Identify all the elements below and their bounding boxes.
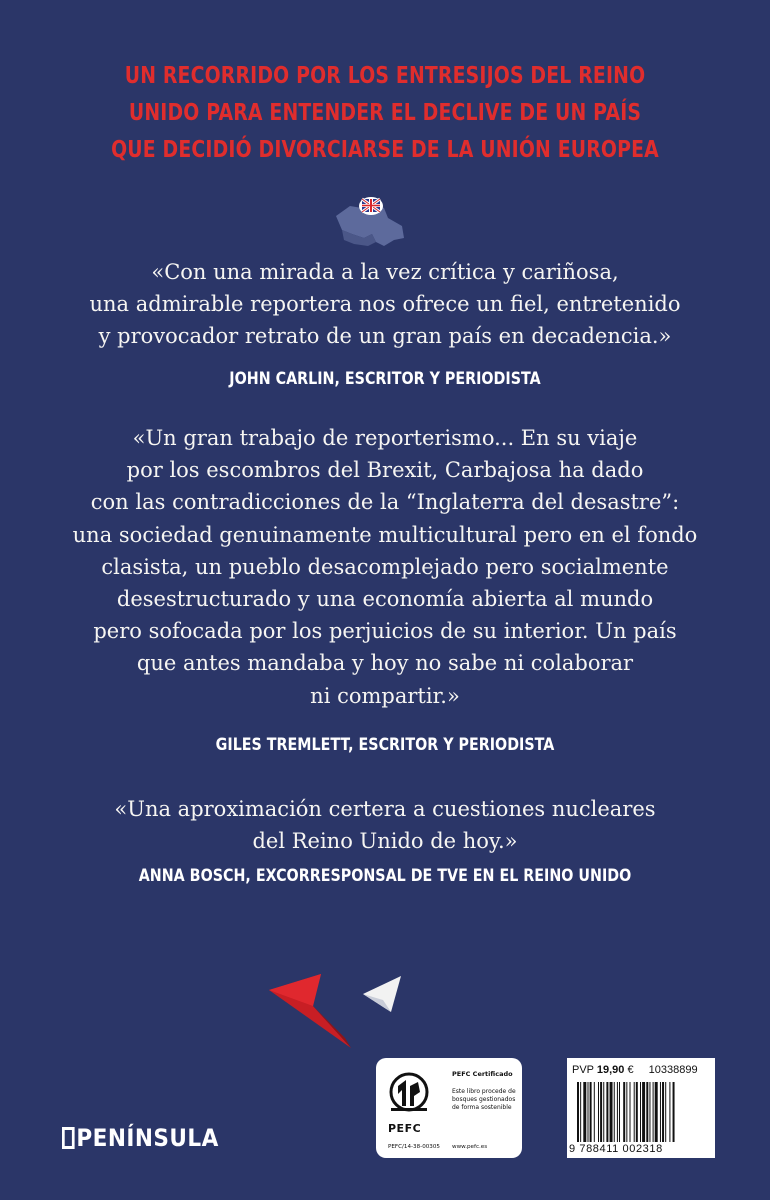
barcode-bar <box>642 1082 645 1142</box>
headline-line-3: QUE DECIDIÓ DIVORCIARSE DE LA UNIÓN EUROPEA <box>111 137 659 163</box>
barcode-bar <box>673 1082 675 1142</box>
quote-line: «Con una mirada a la vez crítica y cariñosa, <box>151 260 619 284</box>
barcode-bar <box>594 1082 595 1142</box>
quote-line: «Una aproximación certera a cuestiones nucleares <box>114 797 656 821</box>
pefc-title: PEFC Certificado <box>452 1070 513 1078</box>
quote-author: JOHN CARLIN, ESCRITOR Y PERIODISTA <box>229 369 541 389</box>
quote-author: ANNA BOSCH, EXCORRESPONSAL DE TVE EN EL REINO UNIDO <box>138 866 632 886</box>
barcode-bar <box>649 1082 650 1142</box>
barcode-bar <box>660 1082 661 1142</box>
barcode-bar <box>610 1082 613 1142</box>
quote-line: «Un gran trabajo de reporterismo... En su viaje <box>132 426 638 450</box>
barcode-bar <box>665 1082 666 1142</box>
reference-number: 10338899 <box>648 1064 698 1076</box>
barcode-bar <box>623 1082 625 1142</box>
barcode-bar <box>630 1082 631 1142</box>
publisher-first-letter: P <box>76 1124 93 1152</box>
isbn-digits: 9 788411 002318 <box>569 1143 663 1155</box>
publisher-mark-icon <box>62 1127 75 1149</box>
barcode-bar <box>614 1082 615 1142</box>
quote-author: GILES TREMLETT, ESCRITOR Y PERIODISTA <box>215 735 555 755</box>
quote-anna-bosch <box>0 793 770 857</box>
barcode-bar <box>640 1082 641 1142</box>
headline <box>69 58 700 169</box>
barcode-bar <box>580 1082 581 1142</box>
barcode-bar <box>653 1082 654 1142</box>
barcode-bar <box>588 1082 589 1142</box>
headline-line-2: UNIDO PARA ENTENDER EL DECLIVE DE UN PAÍS <box>128 100 642 126</box>
quote-john-carlin <box>0 256 770 353</box>
uk-map-with-flag-icon <box>332 194 410 250</box>
quote-line: pero sofocada por los perjuicios de su interior. Un país <box>93 619 677 644</box>
pefc-code: PEFC/14-38-00305 <box>388 1144 440 1150</box>
quote-line: y provocador retrato de un gran país en decadencia.» <box>98 324 672 349</box>
barcode-bar <box>603 1082 604 1142</box>
barcode-bar <box>600 1082 602 1142</box>
barcode-bar <box>617 1082 618 1142</box>
quote-line: ni compartir.» <box>310 683 460 708</box>
quote-line: clasista, un pueblo desacomplejado pero socialmente <box>101 554 669 579</box>
barcode-bar <box>583 1082 586 1142</box>
publisher-logo <box>62 1124 219 1152</box>
quote-line: desestructurado y una economía abierta al mundo <box>116 587 654 612</box>
quote-line: una sociedad genuinamente multicultural pero en el fondo <box>72 522 698 547</box>
quote-line: con las contradicciones de la “Inglaterra del desastre”: <box>90 490 680 515</box>
publisher-name: ENÍNSULA <box>92 1124 219 1152</box>
pefc-tree-logo-icon <box>388 1070 430 1124</box>
price-currency: € <box>627 1064 634 1076</box>
price-line <box>572 1064 698 1076</box>
barcode-bar <box>598 1082 599 1142</box>
quote-giles-tremlett <box>0 422 770 712</box>
pefc-site: www.pefc.es <box>452 1144 488 1150</box>
barcode-icon <box>577 1082 707 1142</box>
headline-line-1: UN RECORRIDO POR LOS ENTRESIJOS DEL REINO <box>124 63 646 89</box>
barcode-bar <box>646 1082 648 1142</box>
barcode-bar <box>636 1082 638 1142</box>
barcode-bar <box>626 1082 627 1142</box>
barcode-bar <box>606 1082 608 1142</box>
barcode-bar <box>577 1082 579 1142</box>
pefc-text: Este libro procede de bosques gestionados de forma sostenible <box>452 1088 516 1111</box>
barcode-bar <box>655 1082 658 1142</box>
quote-line: que antes mandaba y hoy no sabe ni colaborar <box>136 651 634 676</box>
barcode-bar <box>669 1082 670 1142</box>
quote-line: una admirable reportera nos ofrece un fiel, entretenido <box>89 292 681 317</box>
barcode-bar <box>634 1082 635 1142</box>
price-value: 19,90 <box>596 1064 625 1076</box>
quote-line: del Reino Unido de hoy.» <box>252 829 518 854</box>
pefc-certification-box <box>376 1058 522 1158</box>
pvp-label: PVP <box>572 1064 594 1076</box>
barcode-bar <box>619 1082 620 1142</box>
paper-birds-icon <box>265 968 415 1048</box>
barcode-panel <box>567 1058 715 1158</box>
quote-line: por los escombros del Brexit, Carbajosa ha dado <box>126 458 644 483</box>
barcode-bar <box>590 1082 592 1142</box>
pefc-logo-word: PEFC <box>388 1122 422 1135</box>
barcode-bar <box>662 1082 664 1142</box>
